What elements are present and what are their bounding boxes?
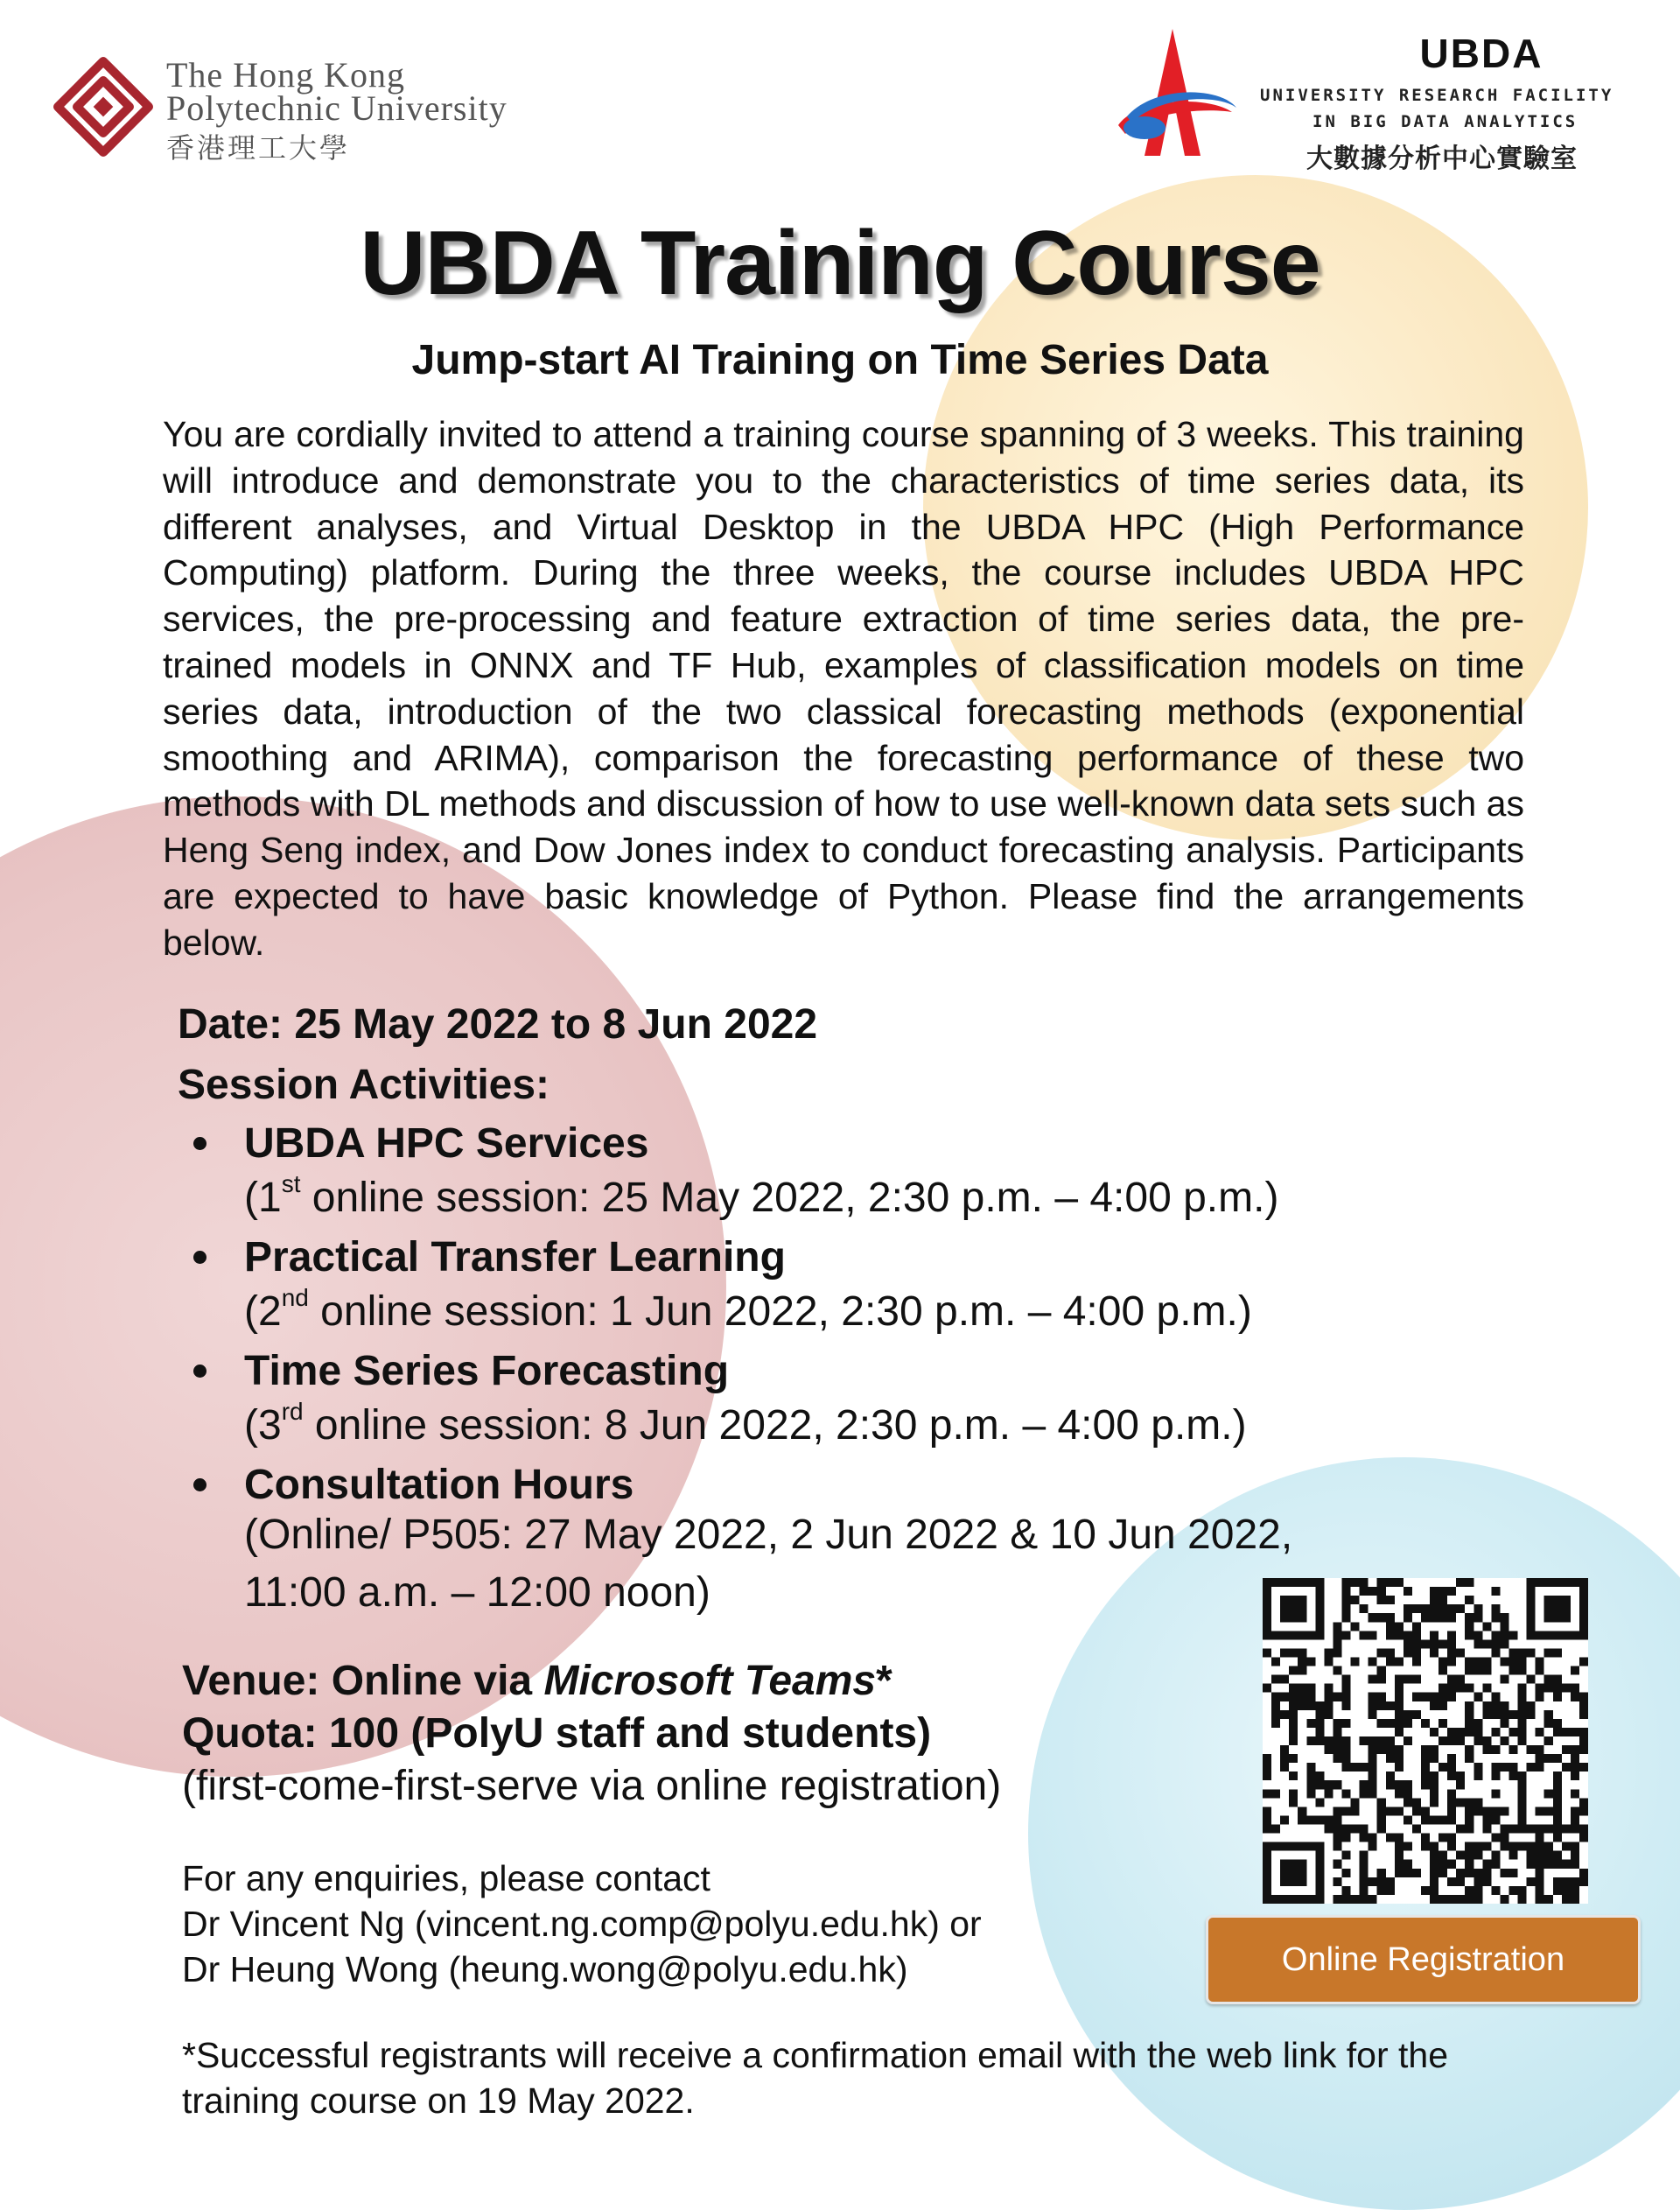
contact-line: Dr Heung Wong (heung.wong@polyu.edu.hk) [182,1949,908,1989]
ubda-name-line1: UNIVERSITY RESEARCH FACILITY [1260,86,1614,105]
activity-detail: (3rd online session: 8 Jun 2022, 2:30 p.m. – 4:00 p.m.) [244,1398,1247,1449]
quota-note: (first-come-first-serve via online registration) [182,1763,1002,1809]
bullet-icon [193,1251,206,1264]
online-registration-button[interactable]: Online Registration [1206,1915,1641,2004]
quota-line: Quota: 100 (PolyU staff and students) [182,1710,932,1757]
course-date: Date: 25 May 2022 to 8 Jun 2022 [178,1001,818,1048]
page-subtitle: Jump-start AI Training on Time Series Data [411,337,1269,383]
venue-line: Venue: Online via Microsoft Teams* [182,1658,892,1704]
polyu-logo [51,51,628,165]
activity-detail: (1st online session: 25 May 2022, 2:30 p.m. – 4:00 p.m.) [244,1170,1279,1221]
activity-title: Consultation Hours [244,1462,634,1508]
intro-paragraph: You are cordially invited to attend a training course spanning of 3 weeks. This training will introduce and demonstrate you to the characteristics of time series data, its different analyses, and Virtual Desktop in the UBDA HPC (High Performance Computing) platform. During the three weeks, the course includes UBDA HPC services, the pre-processing and feature extraction of time series data, the pre-trained models in ONNX and TF Hub, examples of classification models on time series data, introduction of the two classical forecasting methods (exponential smoothing and ARIMA), comparison the forecasting performance of these two methods with DL methods and discussion of how to use well-known data sets such as Heng Seng index, and Dow Jones index to conduct forecasting analysis. Participants are expected to have basic knowledge of Python. Please find the arrangements below. [163,414,1524,963]
contact-line: For any enquiries, please contact [182,1858,710,1898]
polyu-name-line2: Polytechnic University [166,88,508,128]
venue-platform: Microsoft Teams [543,1658,877,1704]
bullet-icon [193,1137,206,1150]
activity-detail: (2nd online session: 1 Jun 2022, 2:30 p.m. – 4:00 p.m.) [244,1284,1252,1335]
ubda-logo [1110,25,1652,182]
activity-title: Practical Transfer Learning [244,1234,786,1280]
activity-detail-line: 11:00 a.m. – 12:00 noon) [244,1569,710,1616]
footnote: *Successful registrants will receive a confirmation email with the web link for the training course on 19 May 2022. [182,2035,1448,2121]
polyu-emblem-icon [51,54,156,159]
ubda-acronym: UBDA [1419,31,1544,76]
bullet-icon [193,1478,206,1491]
qr-code-icon[interactable] [1263,1578,1588,1904]
ubda-name-line2: IN BIG DATA ANALYTICS [1312,112,1578,131]
ubda-name-chinese: 大數據分析中心實驗室 [1306,144,1578,174]
activities-heading: Session Activities: [178,1062,550,1108]
activity-detail-line: (Online/ P505: 27 May 2022, 2 Jun 2022 & 10 Jun 2022, [244,1512,1293,1558]
polyu-name-chinese: 香港理工大學 [166,131,351,165]
ubda-emblem-icon [1110,25,1241,173]
page-title: UBDA Training Course [360,213,1320,314]
activity-title: Time Series Forecasting [244,1348,730,1394]
polyu-name-line1: The Hong Kong [166,55,405,95]
bullet-icon [193,1365,206,1378]
contact-line: Dr Vincent Ng (vincent.ng.comp@polyu.edu.hk) or [182,1904,982,1944]
activity-title: UBDA HPC Services [244,1120,649,1167]
contact-info [182,1856,982,1992]
